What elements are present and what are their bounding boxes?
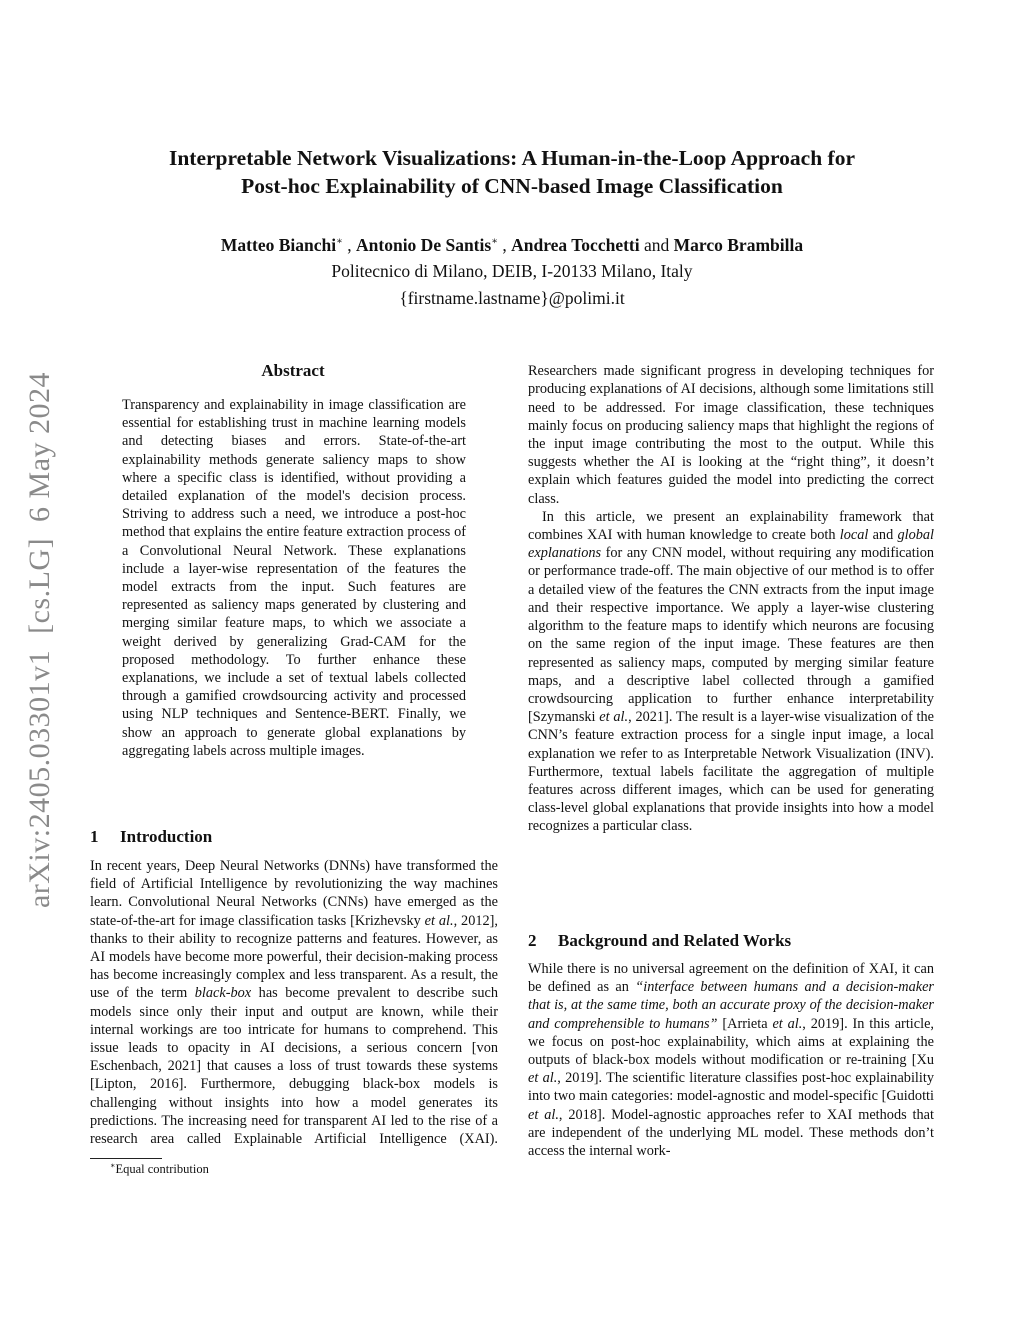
footnote	[110, 1161, 209, 1177]
paper-title	[0, 144, 1024, 200]
author-and: and	[639, 234, 674, 255]
author-separator: ,	[497, 234, 512, 255]
section-1-title: Introduction	[120, 827, 213, 846]
background-text	[528, 960, 934, 1160]
intro-left-column	[90, 857, 498, 1147]
author-2-mark: ∗	[491, 236, 498, 247]
abstract-text	[122, 396, 466, 760]
section-1-number: 1	[90, 827, 99, 846]
intro-paragraph-1-cont: Researchers made significant progress in developing techniques for producing explanations of AI decisions, although some limitations still need to be addressed. For image classification, these techniques mainly focus on producing saliency maps that highlight the regions of the input image contributing the most to the output. While this suggests whether the AI is looking at the “right thing”, it doesn’t explain which features guided the model into predicting the correct class.	[528, 363, 934, 507]
intro-right-column	[528, 361, 934, 917]
intro-paragraph-1: In recent years, Deep Neural Networks (DNNs) have transformed the field of Artificial Intelligence by revolutionizing the way machines learn. Convolutional Neural Networks (CNNs) have emerged as the state-of-the-art for image classification tasks [Krizhevsky et al., 2012], thanks to their ability to recognize patterns and features. However, as AI models have become more powerful, their decision-making process has become increasingly complex and less transparent. As a result, the use of the term black-box has become prevalent to describe such models since only their input and output are known, while their internal workings are too intricate for humans to comprehend. This issue leads to opacity in AI decisions, a serious concern [von Eschenbach, 2021] that causes a loss of trust towards these systems [Lipton, 2016]. Furthermore, debugging black-box models is challenging without insights into how a model generates its predictions. The increasing need for transparent AI led to the rise of a research area called Explainable Artificial Intelligence (XAI).	[90, 858, 498, 1147]
background-paragraph-1: While there is no universal agreement on the definition of XAI, it can be defined as an “interface between humans and a decision-maker that is, at the same time, both an accurate proxy of the decision-maker and comprehensible to humans” [Arrieta et al., 2019]. In this article, we focus on post-hoc explainability, which aims at explaining the outputs of black-box models without modification or re-training [Xu et al., 2019]. The scientific literature classifies post-hoc explainability into two main categories: model-agnostic and model-specific [Guidotti et al., 2018]. Model-agnostic approaches refer to XAI methods that are independent of the underlying ML model. These methods don’t access the internal work-	[528, 961, 935, 1160]
author-3: Andrea Tocchetti	[511, 234, 640, 255]
footnote-mark: ∗	[110, 1161, 116, 1170]
author-list	[0, 230, 1024, 257]
section-2-heading	[528, 931, 791, 951]
footnote-text: Equal contribution	[115, 1162, 209, 1177]
section-2-number: 2	[528, 931, 537, 950]
arxiv-id: arXiv:2405.03301v1 [cs.LG] 6 May 2024	[23, 371, 56, 909]
section-2-title: Background and Related Works	[558, 931, 792, 950]
author-1: Matteo Bianchi	[220, 234, 337, 255]
affiliation: Politecnico di Milano, DEIB, I-20133 Milano, Italy	[331, 261, 693, 281]
abstract-paragraph: Transparency and explainability in image classification are essential for establishing trust in machine learning models and detecting biases and errors. State-of-the-art explainability methods generate saliency maps to show where a specific class is identified, without providing a detailed explanation of the model's decision process. Striving to address such a need, we introduce a post-hoc method that explains the entire feature extraction process of a Convolutional Neural Network. These explanations include a layer-wise representation of the features the model extracts from the input. Such features are represented as saliency maps generated by clustering and merging similar feature maps, to which we associate a weight derived by generalizing Grad-CAM for the proposed methodology. To further enhance these explanations, we include a set of textual labels collected through a gamified crowdsourcing activity and processed using NLP techniques and Sentence-BERT. Finally, we show an approach to generate global explanations by aggregating labels across multiple images.	[122, 397, 466, 759]
author-2: Antonio De Santis	[356, 234, 492, 255]
intro-paragraph-2: In this article, we present an explainability framework that combines XAI with human knowledge to create both local and global explanations for any CNN model, without requiring any modification or performance trade-off. The main objective of our method is to offer a detailed view of the features the CNN extracts from the input image and their respective importance. We apply a layer-wise clustering algorithm to the feature maps to identify which neurons are focusing on the same region of the input image. These features are then represented as saliency maps, computed by merging similar feature maps, and a descriptive label collected through a gamified crowdsourcing application to further enhance interpretability [Szymanski et al., 2021]. The result is a layer-wise visualization of the CNN’s feature extraction process for a single input image, a local explanation we refer to as Interpretable Network Visualization (INV). Furthermore, textual labels facilitate the aggregation of multiple features across different images, which can be used for generating class-level global explanations that provide insights into how a model recognizes a particular class.	[528, 508, 934, 835]
abstract-heading: Abstract	[261, 361, 325, 380]
intro-continuation	[528, 361, 934, 836]
title-line-1: Interpretable Network Visualizations: A Human-in-the-Loop Approach for	[168, 146, 856, 170]
author-separator: ,	[342, 234, 357, 255]
section-1-heading	[90, 827, 212, 847]
title-line-2: Post-hoc Explainability of CNN-based Image Classification	[241, 174, 783, 198]
footnote-rule	[90, 1158, 162, 1159]
author-4: Marco Brambilla	[673, 234, 804, 255]
author-email: {firstname.lastname}@polimi.it	[399, 288, 625, 308]
author-1-mark: ∗	[336, 236, 343, 247]
